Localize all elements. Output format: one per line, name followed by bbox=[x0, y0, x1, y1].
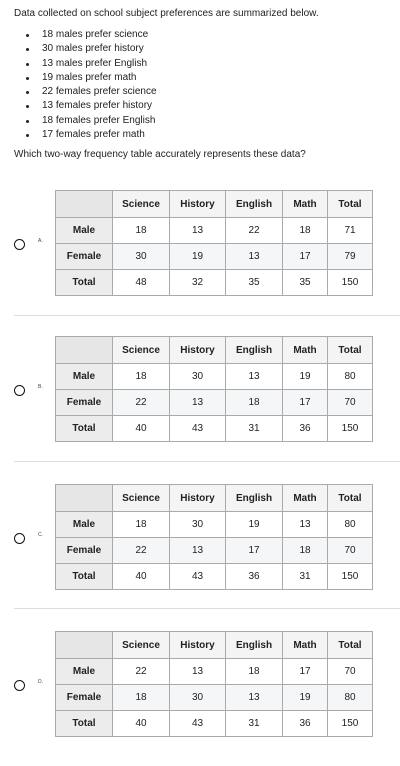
table-cell: 150 bbox=[328, 711, 373, 737]
row-label: Male bbox=[56, 364, 113, 390]
fact-item: 18 males prefer science bbox=[14, 28, 157, 42]
table-cell: 70 bbox=[328, 659, 373, 685]
table-cell: 79 bbox=[328, 244, 373, 270]
answer-option-c[interactable] bbox=[0, 484, 400, 594]
option-letter: A. bbox=[38, 238, 43, 244]
header-math: Math bbox=[283, 337, 328, 364]
table-row-female bbox=[56, 538, 373, 564]
fact-item: 13 females prefer history bbox=[14, 99, 157, 113]
answer-option-a[interactable] bbox=[0, 190, 400, 300]
table-row-male bbox=[56, 512, 373, 538]
table-row-male bbox=[56, 364, 373, 390]
table-cell: 43 bbox=[170, 564, 226, 590]
table-cell: 19 bbox=[226, 512, 283, 538]
header-science: Science bbox=[113, 191, 170, 218]
radio-button[interactable] bbox=[14, 533, 25, 544]
table-cell: 31 bbox=[226, 416, 283, 442]
table-row-female bbox=[56, 244, 373, 270]
option-letter: B. bbox=[38, 384, 43, 390]
row-label: Female bbox=[56, 244, 113, 270]
table-header-row bbox=[56, 632, 373, 659]
header-science: Science bbox=[113, 632, 170, 659]
table-cell: 150 bbox=[328, 564, 373, 590]
table-cell: 19 bbox=[170, 244, 226, 270]
header-math: Math bbox=[283, 632, 328, 659]
frequency-table bbox=[55, 484, 373, 590]
table-cell: 18 bbox=[226, 390, 283, 416]
table-cell: 22 bbox=[113, 538, 170, 564]
header-english: English bbox=[226, 632, 283, 659]
fact-item: 30 males prefer history bbox=[14, 42, 157, 56]
header-english: English bbox=[226, 191, 283, 218]
table-cell: 18 bbox=[113, 364, 170, 390]
table-cell: 17 bbox=[283, 659, 328, 685]
row-label: Total bbox=[56, 564, 113, 590]
frequency-table bbox=[55, 631, 373, 737]
table-cell: 19 bbox=[283, 364, 328, 390]
row-label: Female bbox=[56, 538, 113, 564]
header-english: English bbox=[226, 337, 283, 364]
table-cell: 13 bbox=[170, 218, 226, 244]
header-corner bbox=[56, 191, 113, 218]
header-math: Math bbox=[283, 191, 328, 218]
table-cell: 80 bbox=[328, 364, 373, 390]
fact-item: 17 females prefer math bbox=[14, 128, 157, 142]
table-cell: 13 bbox=[226, 685, 283, 711]
table-cell: 13 bbox=[226, 244, 283, 270]
row-label: Total bbox=[56, 711, 113, 737]
table-row-female bbox=[56, 685, 373, 711]
facts-list bbox=[14, 28, 157, 142]
option-divider bbox=[14, 315, 400, 316]
table-cell: 40 bbox=[113, 416, 170, 442]
header-corner bbox=[56, 485, 113, 512]
table-cell: 35 bbox=[283, 270, 328, 296]
table-cell: 150 bbox=[328, 416, 373, 442]
radio-button[interactable] bbox=[14, 680, 25, 691]
header-total: Total bbox=[328, 337, 373, 364]
table-cell: 18 bbox=[226, 659, 283, 685]
option-letter: C. bbox=[38, 532, 43, 538]
header-english: English bbox=[226, 485, 283, 512]
fact-item: 22 females prefer science bbox=[14, 85, 157, 99]
header-math: Math bbox=[283, 485, 328, 512]
table-row-male bbox=[56, 659, 373, 685]
table-cell: 70 bbox=[328, 538, 373, 564]
row-label: Male bbox=[56, 218, 113, 244]
table-cell: 30 bbox=[113, 244, 170, 270]
table-cell: 31 bbox=[283, 564, 328, 590]
radio-button[interactable] bbox=[14, 239, 25, 250]
radio-button[interactable] bbox=[14, 385, 25, 396]
table-cell: 80 bbox=[328, 685, 373, 711]
header-corner bbox=[56, 632, 113, 659]
header-corner bbox=[56, 337, 113, 364]
table-cell: 18 bbox=[283, 538, 328, 564]
option-divider bbox=[14, 461, 400, 462]
fact-item: 18 females prefer English bbox=[14, 114, 157, 128]
table-row-total bbox=[56, 270, 373, 296]
table-cell: 19 bbox=[283, 685, 328, 711]
table-cell: 31 bbox=[226, 711, 283, 737]
table-row-total bbox=[56, 416, 373, 442]
table-cell: 18 bbox=[113, 685, 170, 711]
frequency-table bbox=[55, 190, 373, 296]
table-header-row bbox=[56, 191, 373, 218]
table-row-female bbox=[56, 390, 373, 416]
table-cell: 18 bbox=[113, 512, 170, 538]
answer-option-b[interactable] bbox=[0, 336, 400, 446]
table-cell: 22 bbox=[113, 659, 170, 685]
table-cell: 48 bbox=[113, 270, 170, 296]
table-cell: 80 bbox=[328, 512, 373, 538]
header-history: History bbox=[170, 485, 226, 512]
table-cell: 30 bbox=[170, 364, 226, 390]
table-row-male bbox=[56, 218, 373, 244]
intro-text: Data collected on school subject preferences are summarized below. bbox=[14, 8, 319, 19]
table-cell: 17 bbox=[226, 538, 283, 564]
table-cell: 13 bbox=[170, 390, 226, 416]
row-label: Male bbox=[56, 512, 113, 538]
header-science: Science bbox=[113, 485, 170, 512]
table-cell: 13 bbox=[170, 538, 226, 564]
row-label: Female bbox=[56, 390, 113, 416]
table-cell: 40 bbox=[113, 711, 170, 737]
header-science: Science bbox=[113, 337, 170, 364]
table-cell: 35 bbox=[226, 270, 283, 296]
header-history: History bbox=[170, 191, 226, 218]
table-cell: 13 bbox=[283, 512, 328, 538]
table-cell: 43 bbox=[170, 416, 226, 442]
question-text: Which two-way frequency table accurately represents these data? bbox=[14, 149, 306, 160]
table-cell: 71 bbox=[328, 218, 373, 244]
table-cell: 30 bbox=[170, 685, 226, 711]
row-label: Male bbox=[56, 659, 113, 685]
table-header-row bbox=[56, 337, 373, 364]
header-history: History bbox=[170, 632, 226, 659]
header-total: Total bbox=[328, 632, 373, 659]
table-header-row bbox=[56, 485, 373, 512]
table-cell: 22 bbox=[113, 390, 170, 416]
table-cell: 13 bbox=[170, 659, 226, 685]
answer-option-d[interactable] bbox=[0, 631, 400, 741]
table-cell: 17 bbox=[283, 244, 328, 270]
table-cell: 17 bbox=[283, 390, 328, 416]
row-label: Total bbox=[56, 416, 113, 442]
table-row-total bbox=[56, 711, 373, 737]
table-cell: 30 bbox=[170, 512, 226, 538]
table-cell: 36 bbox=[283, 711, 328, 737]
table-cell: 40 bbox=[113, 564, 170, 590]
table-cell: 36 bbox=[283, 416, 328, 442]
table-cell: 150 bbox=[328, 270, 373, 296]
frequency-table bbox=[55, 336, 373, 442]
row-label: Female bbox=[56, 685, 113, 711]
header-total: Total bbox=[328, 485, 373, 512]
table-cell: 13 bbox=[226, 364, 283, 390]
table-cell: 43 bbox=[170, 711, 226, 737]
option-divider bbox=[14, 608, 400, 609]
row-label: Total bbox=[56, 270, 113, 296]
header-total: Total bbox=[328, 191, 373, 218]
header-history: History bbox=[170, 337, 226, 364]
table-cell: 32 bbox=[170, 270, 226, 296]
table-cell: 22 bbox=[226, 218, 283, 244]
table-cell: 18 bbox=[283, 218, 328, 244]
option-letter: D. bbox=[38, 679, 43, 685]
table-row-total bbox=[56, 564, 373, 590]
fact-item: 19 males prefer math bbox=[14, 71, 157, 85]
fact-item: 13 males prefer English bbox=[14, 57, 157, 71]
table-cell: 18 bbox=[113, 218, 170, 244]
table-cell: 70 bbox=[328, 390, 373, 416]
table-cell: 36 bbox=[226, 564, 283, 590]
